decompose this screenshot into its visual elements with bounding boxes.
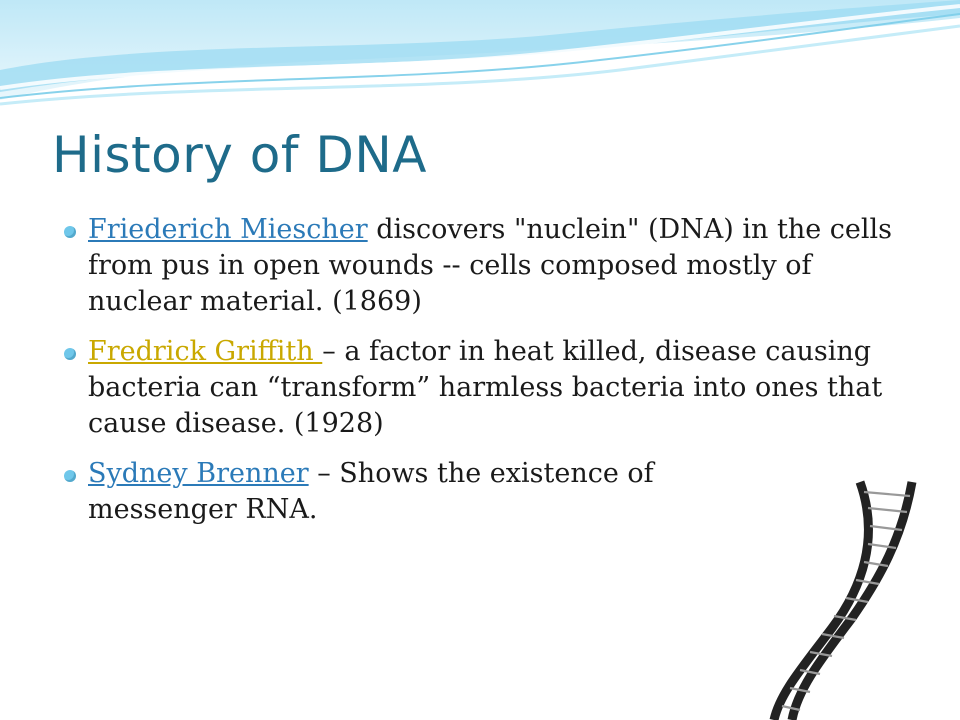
bullet-dot-icon: [64, 348, 76, 360]
slide-title: History of DNA: [52, 126, 427, 184]
bullet-text: discovers "nuclein" (DNA) in the cells from pus in open wounds -- cells composed mostly of nuclear material. (1869): [88, 214, 892, 317]
link-fredrick-griffith[interactable]: Fredrick Griffith: [88, 336, 323, 367]
dna-helix-icon: [752, 478, 932, 720]
link-friederich-miescher[interactable]: Friederich Miescher: [88, 214, 368, 245]
bullet-dot-icon: [64, 470, 76, 482]
bullet-item-brenner: [62, 456, 758, 528]
link-sydney-brenner[interactable]: Sydney Brenner: [88, 458, 309, 489]
bullet-text: – a factor in heat killed, disease causing bacteria can “transform” harmless bacteria into ones that cause disease. (1928): [88, 336, 883, 439]
bullet-item-miescher: [62, 212, 908, 320]
bullet-dot-icon: [64, 226, 76, 238]
bullet-item-griffith: [62, 334, 918, 442]
bullet-text: – Shows the existence of messenger RNA.: [88, 458, 654, 525]
header-wave-banner: [0, 0, 960, 110]
